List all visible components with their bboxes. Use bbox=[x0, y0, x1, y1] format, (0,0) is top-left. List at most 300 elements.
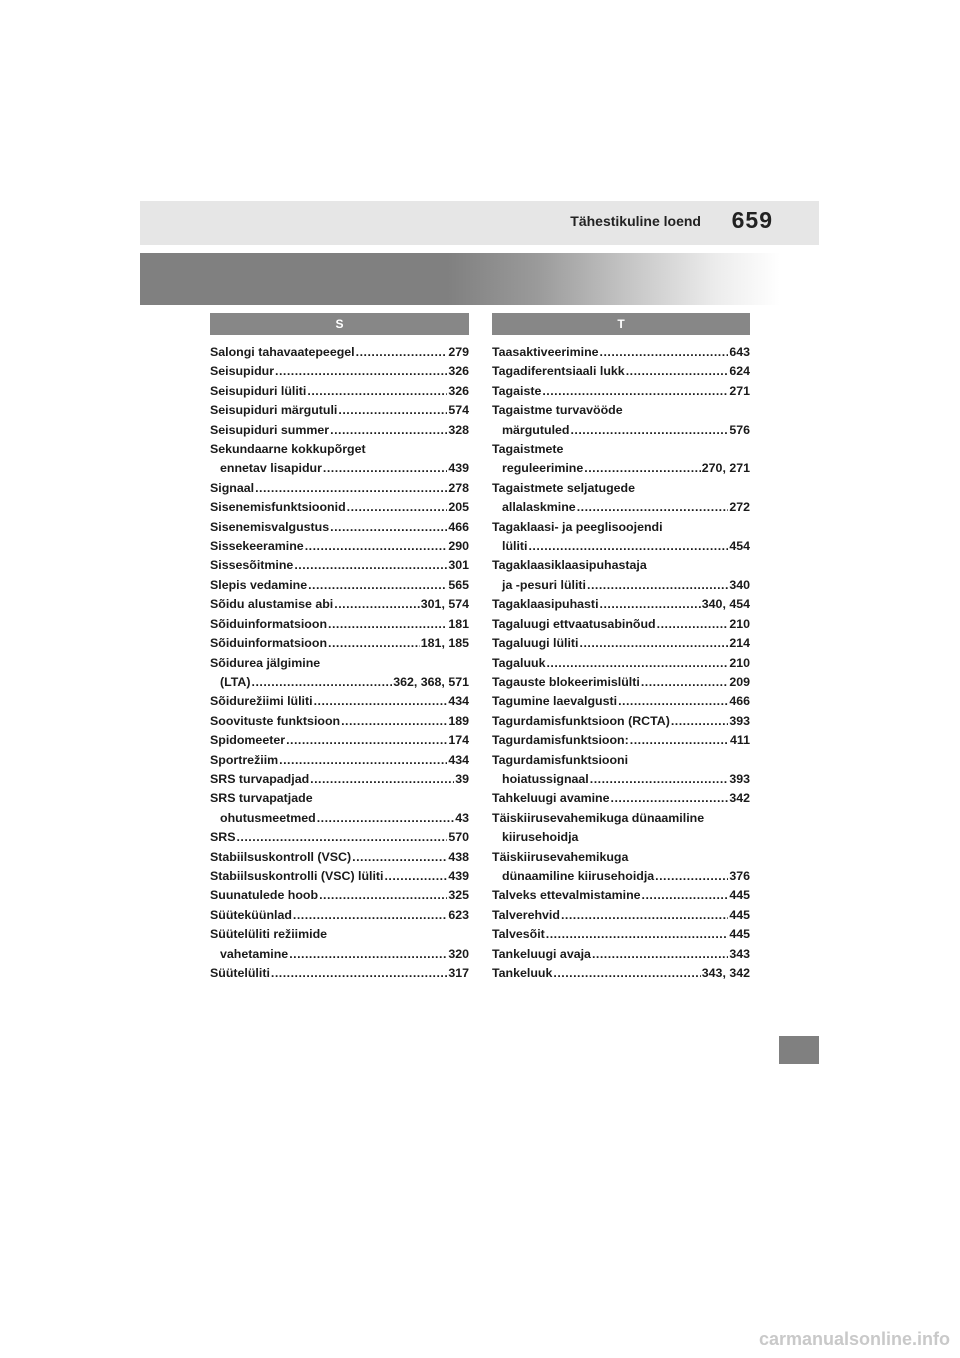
entry-term: Sõidu alustamise abi bbox=[210, 597, 334, 612]
index-entry bbox=[492, 751, 750, 790]
index-entry bbox=[210, 479, 469, 498]
leader-dots bbox=[600, 595, 701, 614]
entry-term: Tagurdamisfunktsioon: bbox=[492, 733, 629, 748]
entry-term: hoiatussignaal bbox=[502, 771, 589, 786]
entry-term-line bbox=[492, 789, 750, 808]
entry-term-line bbox=[492, 751, 750, 770]
entry-term-line bbox=[492, 479, 750, 498]
entry-term: SRS turvapadjad bbox=[210, 771, 310, 786]
entry-term: Tagauste blokeerimislülti bbox=[492, 674, 640, 689]
entry-continuation-line bbox=[210, 809, 469, 828]
leader-dots bbox=[286, 731, 447, 750]
entry-term: Tankeluugi avaja bbox=[492, 946, 591, 961]
entry-term: Tagaistmete bbox=[492, 442, 564, 457]
entry-term-line bbox=[210, 770, 469, 789]
entry-term: kiirusehoidja bbox=[502, 830, 579, 845]
leader-dots bbox=[671, 712, 728, 731]
entry-term-line bbox=[210, 634, 469, 653]
entry-continuation-line bbox=[492, 421, 750, 440]
leader-dots bbox=[618, 692, 728, 711]
entry-page-ref: 565 bbox=[448, 577, 469, 592]
entry-continuation-line bbox=[492, 867, 750, 886]
entry-term-line bbox=[210, 712, 469, 731]
entry-term-line bbox=[210, 789, 469, 808]
entry-term: Tagadiferentsiaali lukk bbox=[492, 364, 625, 379]
entry-term: Signaal bbox=[210, 480, 255, 495]
leader-dots bbox=[252, 673, 393, 692]
index-entry bbox=[492, 556, 750, 595]
index-entry bbox=[210, 576, 469, 595]
entry-page-ref: 342 bbox=[729, 791, 750, 806]
entry-page-ref: 445 bbox=[729, 927, 750, 942]
leader-dots bbox=[641, 673, 729, 692]
entry-term-line bbox=[210, 479, 469, 498]
entry-term-line bbox=[492, 615, 750, 634]
entry-term-line bbox=[210, 886, 469, 905]
entry-term: Soovituste funktsioon bbox=[210, 713, 341, 728]
leader-dots bbox=[289, 945, 447, 964]
entry-term-line bbox=[210, 576, 469, 595]
entry-term-line bbox=[492, 906, 750, 925]
entry-page-ref: 466 bbox=[729, 694, 750, 709]
entry-continuation-line bbox=[492, 498, 750, 517]
entry-term: Sekundaarne kokkupõrget bbox=[210, 442, 366, 457]
entry-term: Sisenemisvalgustus bbox=[210, 519, 330, 534]
index-entry bbox=[492, 654, 750, 673]
index-entry bbox=[210, 595, 469, 614]
entry-list bbox=[210, 343, 469, 983]
entry-term-line bbox=[492, 673, 750, 692]
entry-term: Sisenemisfunktsioonid bbox=[210, 500, 346, 515]
entry-term-line bbox=[492, 634, 750, 653]
entry-continuation-line bbox=[492, 459, 750, 478]
leader-dots bbox=[236, 828, 447, 847]
entry-term-line bbox=[210, 906, 469, 925]
entry-term-line bbox=[210, 615, 469, 634]
entry-page-ref: 362, 368, 571 bbox=[393, 674, 469, 689]
entry-term-line bbox=[210, 595, 469, 614]
entry-page-ref: 393 bbox=[729, 771, 750, 786]
leader-dots bbox=[600, 343, 729, 362]
leader-dots bbox=[546, 925, 729, 944]
leader-dots bbox=[577, 498, 729, 517]
entry-term-line bbox=[492, 518, 750, 537]
entry-term: Suunatulede hoob bbox=[210, 888, 319, 903]
entry-term: Sõidurea jälgimine bbox=[210, 655, 321, 670]
entry-page-ref: 439 bbox=[448, 461, 469, 476]
entry-term: Süütelüliti bbox=[210, 966, 270, 980]
entry-term: Seisupiduri summer bbox=[210, 422, 330, 437]
entry-page-ref: 189 bbox=[448, 713, 469, 728]
index-entry bbox=[492, 440, 750, 479]
entry-term: Tagaistmete seljatugede bbox=[492, 480, 635, 495]
leader-dots bbox=[317, 809, 455, 828]
index-entry bbox=[210, 362, 469, 381]
page-number: 659 bbox=[731, 207, 773, 233]
leader-dots bbox=[584, 459, 701, 478]
index-entry bbox=[492, 731, 750, 750]
entry-page-ref: 181, 185 bbox=[420, 636, 469, 651]
entry-page-ref: 181 bbox=[448, 616, 469, 631]
entry-term: Süütelüliti režiimide bbox=[210, 927, 328, 942]
entry-page-ref: 576 bbox=[729, 422, 750, 437]
entry-term-line bbox=[210, 537, 469, 556]
entry-term-line bbox=[492, 654, 750, 673]
entry-page-ref: 343, 342 bbox=[701, 966, 750, 980]
index-entry bbox=[210, 925, 469, 964]
index-entry bbox=[492, 906, 750, 925]
entry-continuation-line bbox=[210, 459, 469, 478]
leader-dots bbox=[279, 751, 447, 770]
index-entry bbox=[210, 615, 469, 634]
index-entry bbox=[492, 401, 750, 440]
entry-page-ref: 328 bbox=[448, 422, 469, 437]
entry-term-line bbox=[210, 440, 469, 459]
entry-page-ref: 272 bbox=[729, 500, 750, 515]
entry-page-ref: 214 bbox=[729, 636, 750, 651]
leader-dots bbox=[328, 615, 447, 634]
entry-page-ref: 376 bbox=[729, 868, 750, 883]
index-entry bbox=[210, 518, 469, 537]
entry-page-ref: 454 bbox=[729, 539, 750, 554]
index-entry bbox=[210, 789, 469, 828]
entry-term: Täiskiirusevahemikuga bbox=[492, 849, 629, 864]
entry-term-line bbox=[492, 945, 750, 964]
entry-term: Tahkeluugi avamine bbox=[492, 791, 610, 806]
leader-dots bbox=[323, 459, 447, 478]
entry-term: Stabiilsuskontroll (VSC) bbox=[210, 849, 352, 864]
entry-term-line bbox=[492, 362, 750, 381]
leader-dots bbox=[314, 692, 448, 711]
entry-term-line bbox=[210, 751, 469, 770]
index-entry bbox=[210, 401, 469, 420]
entry-term-line bbox=[210, 925, 469, 944]
entry-term: Spidomeeter bbox=[210, 733, 286, 748]
index-entry bbox=[210, 770, 469, 789]
section-s bbox=[210, 313, 469, 983]
entry-term: Täiskiirusevahemikuga dünaamiline bbox=[492, 810, 705, 825]
index-entry bbox=[210, 848, 469, 867]
entry-page-ref: 466 bbox=[448, 519, 469, 534]
entry-page-ref: 39 bbox=[455, 771, 469, 786]
entry-page-ref: 301, 574 bbox=[420, 597, 469, 612]
leader-dots bbox=[308, 576, 447, 595]
leader-dots bbox=[347, 498, 448, 517]
entry-page-ref: 393 bbox=[729, 713, 750, 728]
entry-term-line bbox=[492, 382, 750, 401]
index-entry bbox=[210, 440, 469, 479]
leader-dots bbox=[307, 382, 447, 401]
leader-dots bbox=[319, 886, 447, 905]
index-entry bbox=[492, 964, 750, 983]
entry-page-ref: 623 bbox=[448, 907, 469, 922]
entry-page-ref: 574 bbox=[448, 403, 469, 418]
entry-term: Slepis vedamine bbox=[210, 577, 308, 592]
leader-dots bbox=[271, 964, 447, 983]
entry-continuation-line bbox=[210, 945, 469, 964]
section-t bbox=[492, 313, 750, 983]
index-entry bbox=[492, 886, 750, 905]
index-entry bbox=[492, 848, 750, 887]
entry-term: Tagaklaasiklaasipuhastaja bbox=[492, 558, 647, 573]
entry-page-ref: 290 bbox=[448, 539, 469, 554]
leader-dots bbox=[330, 518, 447, 537]
index-entry bbox=[492, 789, 750, 808]
entry-term: vahetamine bbox=[220, 946, 289, 961]
entry-term-line bbox=[210, 654, 469, 673]
entry-term-line bbox=[492, 886, 750, 905]
leader-dots bbox=[611, 789, 729, 808]
index-entry bbox=[210, 712, 469, 731]
entry-page-ref: 434 bbox=[448, 694, 469, 709]
entry-term: Tankeluuk bbox=[492, 966, 553, 980]
index-entry bbox=[492, 809, 750, 848]
entry-term: Sissekeeramine bbox=[210, 539, 304, 554]
index-entry bbox=[210, 886, 469, 905]
entry-page-ref: 209 bbox=[729, 674, 750, 689]
entry-term-line bbox=[210, 556, 469, 575]
entry-term: Tagaklaasi- ja peeglisoojendi bbox=[492, 519, 663, 534]
index-entry bbox=[210, 654, 469, 693]
entry-term-line bbox=[492, 964, 750, 983]
leader-dots bbox=[570, 421, 728, 440]
entry-term: märgutuled bbox=[502, 422, 570, 437]
entry-term-line bbox=[210, 362, 469, 381]
index-entry bbox=[210, 537, 469, 556]
entry-continuation-line bbox=[492, 576, 750, 595]
entry-term-line bbox=[492, 925, 750, 944]
page-header bbox=[140, 201, 819, 245]
entry-term-line bbox=[210, 498, 469, 517]
entry-page-ref: 205 bbox=[448, 500, 469, 515]
index-entry bbox=[210, 964, 469, 983]
index-entry bbox=[492, 518, 750, 557]
entry-term-line bbox=[492, 556, 750, 575]
leader-dots bbox=[310, 770, 454, 789]
leader-dots bbox=[590, 770, 729, 789]
entry-page-ref: 438 bbox=[448, 849, 469, 864]
entry-term: Tagurdamisfunktsioon (RCTA) bbox=[492, 713, 670, 728]
entry-term-line bbox=[210, 964, 469, 983]
index-entry bbox=[210, 731, 469, 750]
entry-term-line bbox=[210, 731, 469, 750]
entry-term-line bbox=[492, 595, 750, 614]
entry-term-line bbox=[492, 712, 750, 731]
entry-page-ref: 434 bbox=[448, 752, 469, 767]
entry-term: Tagaluuk bbox=[492, 655, 546, 670]
entry-term: Seisupidur bbox=[210, 364, 275, 379]
leader-dots bbox=[356, 343, 448, 362]
entry-term: SRS bbox=[210, 830, 236, 845]
entry-term-line bbox=[210, 382, 469, 401]
index-entry bbox=[210, 498, 469, 517]
entry-term: Tagaklaasipuhasti bbox=[492, 597, 599, 612]
leader-dots bbox=[542, 382, 728, 401]
index-entry bbox=[492, 362, 750, 381]
index-entry bbox=[210, 906, 469, 925]
entry-term: Sõiduinformatsioon bbox=[210, 636, 328, 651]
leader-dots bbox=[352, 848, 447, 867]
leader-dots bbox=[553, 964, 700, 983]
index-entry bbox=[210, 634, 469, 653]
entry-page-ref: 326 bbox=[448, 383, 469, 398]
leader-dots bbox=[587, 576, 728, 595]
entry-term: Tagaistme turvavööde bbox=[492, 403, 623, 418]
entry-page-ref: 343 bbox=[729, 946, 750, 961]
leader-dots bbox=[657, 615, 729, 634]
leader-dots bbox=[275, 362, 447, 381]
entry-term: Sissesõitmine bbox=[210, 558, 294, 573]
entry-term-line bbox=[492, 731, 750, 750]
entry-page-ref: 270, 271 bbox=[701, 461, 750, 476]
entry-continuation-line bbox=[492, 770, 750, 789]
leader-dots bbox=[384, 867, 447, 886]
entry-term: Sõiduinformatsioon bbox=[210, 616, 328, 631]
leader-dots bbox=[305, 537, 448, 556]
entry-term: reguleerimine bbox=[502, 461, 584, 476]
decorative-gradient-band bbox=[140, 253, 780, 305]
leader-dots bbox=[255, 479, 447, 498]
entry-term: Sportrežiim bbox=[210, 752, 279, 767]
leader-dots bbox=[330, 421, 447, 440]
entry-term-line bbox=[210, 848, 469, 867]
index-entry bbox=[492, 615, 750, 634]
entry-page-ref: 317 bbox=[448, 966, 469, 980]
header-title: Tähestikuline loend bbox=[570, 213, 701, 229]
entry-term: Stabiilsuskontrolli (VSC) lüliti bbox=[210, 868, 384, 883]
section-header-s: S bbox=[210, 313, 469, 335]
entry-term-line bbox=[492, 809, 750, 828]
entry-page-ref: 411 bbox=[730, 733, 750, 748]
index-entry bbox=[210, 751, 469, 770]
leader-dots bbox=[642, 886, 729, 905]
entry-page-ref: 643 bbox=[729, 345, 750, 359]
entry-page-ref: 340, 454 bbox=[701, 597, 750, 612]
entry-page-ref: 210 bbox=[729, 616, 750, 631]
entry-page-ref: 624 bbox=[729, 364, 750, 379]
entry-page-ref: 570 bbox=[448, 830, 469, 845]
entry-term: Talvesõit bbox=[492, 927, 545, 942]
leader-dots bbox=[592, 945, 728, 964]
leader-dots bbox=[293, 906, 447, 925]
entry-page-ref: 320 bbox=[448, 946, 469, 961]
entry-term-line bbox=[210, 867, 469, 886]
section-tab-marker bbox=[779, 1036, 819, 1064]
entry-term: lüliti bbox=[502, 539, 528, 554]
entry-term: Seisupiduri märgutuli bbox=[210, 403, 338, 418]
index-entry bbox=[210, 382, 469, 401]
index-entry bbox=[492, 634, 750, 653]
entry-page-ref: 301 bbox=[448, 558, 469, 573]
entry-term: Salongi tahavaatepeegel bbox=[210, 345, 355, 359]
entry-term: Tagaluugi lüliti bbox=[492, 636, 579, 651]
entry-continuation-line bbox=[210, 673, 469, 692]
entry-term-line bbox=[492, 343, 750, 362]
entry-term: ohutusmeetmed bbox=[220, 810, 316, 825]
entry-term-line bbox=[492, 440, 750, 459]
entry-term: Talverehvid bbox=[492, 907, 560, 922]
entry-continuation-line bbox=[492, 537, 750, 556]
entry-term: Taasaktiveerimine bbox=[492, 345, 599, 359]
entry-term-line bbox=[492, 692, 750, 711]
entry-term-line bbox=[210, 692, 469, 711]
entry-term: SRS turvapatjade bbox=[210, 791, 313, 806]
entry-term: Tagumine laevalgusti bbox=[492, 694, 618, 709]
entry-term-line bbox=[210, 421, 469, 440]
index-entry bbox=[492, 712, 750, 731]
entry-term: Tagurdamisfunktsiooni bbox=[492, 752, 629, 767]
entry-page-ref: 439 bbox=[448, 868, 469, 883]
leader-dots bbox=[561, 906, 728, 925]
entry-term: Sõidurežiimi lüliti bbox=[210, 694, 313, 709]
leader-dots bbox=[334, 595, 420, 614]
leader-dots bbox=[328, 634, 420, 653]
leader-dots bbox=[294, 556, 447, 575]
entry-term: Tagaiste bbox=[492, 383, 542, 398]
index-entry bbox=[492, 343, 750, 362]
entry-term-line bbox=[210, 518, 469, 537]
entry-term-line bbox=[210, 828, 469, 847]
entry-page-ref: 278 bbox=[448, 480, 469, 495]
entry-term: dünaamiline kiirusehoidja bbox=[502, 868, 655, 883]
leader-dots bbox=[546, 654, 728, 673]
index-entry bbox=[492, 595, 750, 614]
entry-page-ref: 445 bbox=[729, 888, 750, 903]
index-entry bbox=[210, 692, 469, 711]
index-entry bbox=[210, 556, 469, 575]
section-header-t: T bbox=[492, 313, 750, 335]
index-entry bbox=[210, 828, 469, 847]
entry-term: Talveks ettevalmistamine bbox=[492, 888, 641, 903]
leader-dots bbox=[338, 401, 447, 420]
leader-dots bbox=[341, 712, 447, 731]
entry-page-ref: 43 bbox=[455, 810, 469, 825]
index-entry bbox=[492, 382, 750, 401]
index-entry bbox=[492, 673, 750, 692]
index-entry bbox=[210, 867, 469, 886]
entry-page-ref: 279 bbox=[448, 345, 469, 359]
entry-page-ref: 210 bbox=[729, 655, 750, 670]
entry-page-ref: 326 bbox=[448, 364, 469, 379]
entry-term: Seisupiduri lüliti bbox=[210, 383, 307, 398]
entry-term: ennetav lisapidur bbox=[220, 461, 322, 476]
leader-dots bbox=[626, 362, 729, 381]
entry-term: allalaskmine bbox=[502, 500, 576, 515]
index-entry bbox=[492, 945, 750, 964]
leader-dots bbox=[528, 537, 728, 556]
entry-continuation-line bbox=[492, 828, 750, 847]
leader-dots bbox=[630, 731, 729, 750]
index-entry bbox=[492, 925, 750, 944]
entry-page-ref: 445 bbox=[729, 907, 750, 922]
entry-term-line bbox=[492, 401, 750, 420]
entry-term: Tagaluugi ettvaatusabinõud bbox=[492, 616, 656, 631]
index-entry bbox=[210, 421, 469, 440]
entry-term: Süüteküünlad bbox=[210, 907, 292, 922]
index-entry bbox=[492, 479, 750, 518]
leader-dots bbox=[580, 634, 729, 653]
index-entry bbox=[492, 692, 750, 711]
entry-term: ja -pesuri lüliti bbox=[502, 577, 586, 592]
entry-page-ref: 325 bbox=[448, 888, 469, 903]
leader-dots bbox=[655, 867, 728, 886]
index-entry bbox=[210, 343, 469, 362]
entry-page-ref: 271 bbox=[729, 383, 750, 398]
entry-list bbox=[492, 343, 750, 983]
watermark: carmanualsonline.info bbox=[758, 1329, 950, 1349]
entry-page-ref: 340 bbox=[729, 577, 750, 592]
entry-term: (LTA) bbox=[220, 674, 251, 689]
